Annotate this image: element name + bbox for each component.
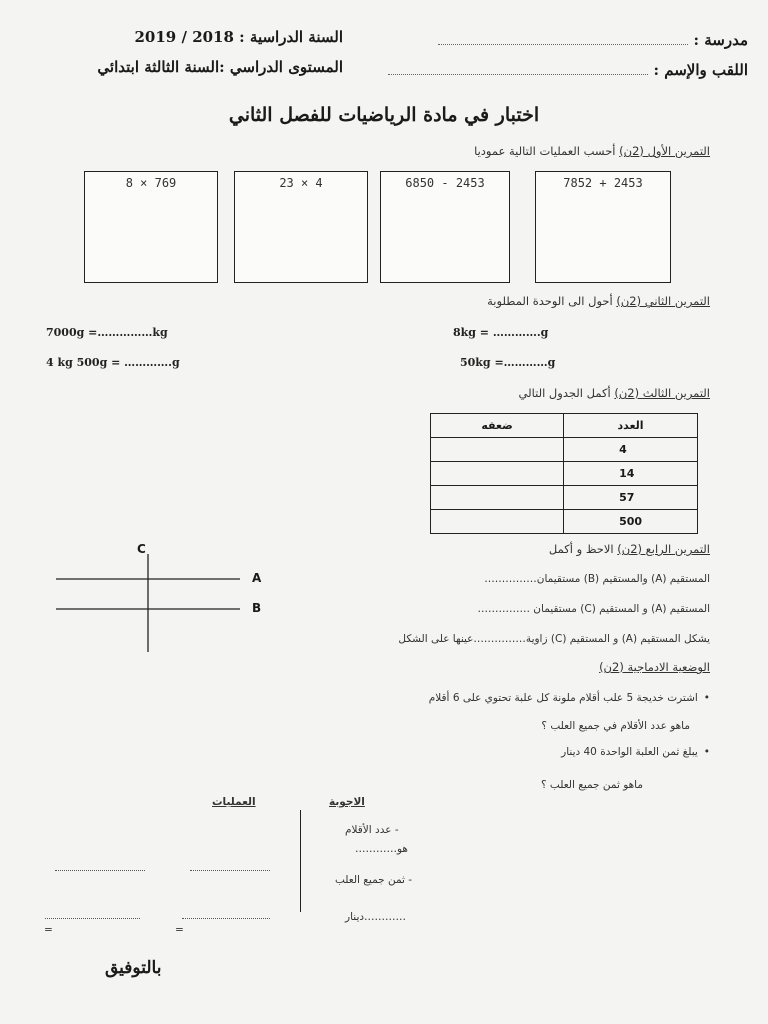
conversion-1[interactable]: 7000g =……………kg xyxy=(46,326,168,339)
operation-line-4[interactable] xyxy=(182,918,270,919)
ex3-title: التمرين الثالث (2ن) xyxy=(614,386,710,400)
ex3-heading xyxy=(519,386,710,400)
double-cell-1[interactable] xyxy=(431,438,564,462)
ex4-instruction: الاحظ و أكمل xyxy=(548,542,614,556)
operation-1: 8 × 769 xyxy=(125,176,177,190)
equals-sign-2: = xyxy=(175,924,184,936)
ex4-title: التمرين الرابع (2ن) xyxy=(617,542,710,556)
name-blank[interactable] xyxy=(388,74,648,75)
doubles-table xyxy=(430,413,698,534)
problem-statement-1: • اشترت خديجة 5 علب أقلام ملونة كل علبة تحتوي على 6 أقلام xyxy=(429,692,710,704)
problem-question-2: ماهو ثمن جميع العلب ؟ xyxy=(541,779,643,791)
conversion-2[interactable]: 8kg = ………….g xyxy=(453,326,549,339)
double-cell-4[interactable] xyxy=(431,510,564,534)
exam-title: اختبار في مادة الرياضيات للفصل الثاني xyxy=(228,104,540,126)
ex4-line-1[interactable]: المستقيم (A) والمستقيم (B) مستقيمان…………… xyxy=(484,573,710,585)
operation-line-2[interactable] xyxy=(190,870,270,871)
operation-box-4[interactable] xyxy=(535,171,671,283)
operation-line-3[interactable] xyxy=(45,918,140,919)
problem-statement-2: • يبلغ ثمن العلبة الواحدة 40 دينار xyxy=(561,746,710,758)
table-row xyxy=(431,438,698,462)
table-header-row xyxy=(431,414,698,438)
school-field[interactable] xyxy=(438,30,748,49)
conversion-3[interactable]: 4 kg 500g = ………….g xyxy=(46,356,180,369)
column-divider xyxy=(300,810,301,912)
double-cell-3[interactable] xyxy=(431,486,564,510)
label-c: C xyxy=(137,542,146,556)
school-label: مدرسة : xyxy=(693,31,748,49)
ex1-title: التمرين الأول (2ن) xyxy=(619,144,710,158)
name-field[interactable] xyxy=(388,60,748,79)
operation-line-1[interactable] xyxy=(55,870,145,871)
double-cell-2[interactable] xyxy=(431,462,564,486)
good-luck-signoff: بالتوفيق xyxy=(105,958,162,978)
operation-box-1[interactable] xyxy=(84,171,218,283)
ex2-heading xyxy=(487,294,710,308)
lines-figure xyxy=(40,540,280,655)
ex2-instruction: أحول الى الوحدة المطلوبة xyxy=(487,294,613,308)
operation-box-2[interactable] xyxy=(234,171,368,283)
number-cell-1: 4 xyxy=(564,438,698,462)
label-a: A xyxy=(252,571,262,585)
answer-2-label: - ثمن جميع العلب xyxy=(335,874,413,886)
ex2-title: التمرين الثاني (2ن) xyxy=(616,294,710,308)
ex1-heading xyxy=(474,144,710,158)
ex4-heading xyxy=(549,542,710,556)
number-cell-3: 57 xyxy=(564,486,698,510)
operations-header: العمليات xyxy=(212,796,256,808)
answers-header: الاجوبة xyxy=(329,796,365,808)
problem-question-1: ماهو عدد الأقلام في جميع العلب ؟ xyxy=(541,720,690,732)
ex3-instruction: أكمل الجدول التالي xyxy=(518,386,611,400)
operation-box-3[interactable] xyxy=(380,171,510,283)
operation-3: 6850 - 2453 xyxy=(405,176,485,190)
table-row xyxy=(431,486,698,510)
table-row xyxy=(431,510,698,534)
conversion-4[interactable]: 50kg =…………g xyxy=(460,356,556,369)
operation-2: 23 × 4 xyxy=(279,176,323,190)
ex4-line-3[interactable]: يشكل المستقيم (A) و المستقيم (C) زاوية……………عينها على الشكل xyxy=(398,633,710,645)
header-number: العدد xyxy=(564,414,698,438)
equals-sign-1: = xyxy=(44,924,53,936)
study-level-label: المستوى الدراسي :السنة الثالثة ابتدائي xyxy=(97,58,343,76)
answer-1-label: - عدد الأقلام xyxy=(345,824,399,836)
answer-2-blank[interactable]: …………دينار xyxy=(345,911,407,923)
number-cell-4: 500 xyxy=(564,510,698,534)
table-row xyxy=(431,462,698,486)
problem-title: الوضعية الادماجية (2ن) xyxy=(599,660,710,674)
school-blank[interactable] xyxy=(438,44,688,45)
operation-4: 7852 + 2453 xyxy=(563,176,643,190)
answer-1-blank[interactable]: هو………… xyxy=(355,843,408,855)
number-cell-2: 14 xyxy=(564,462,698,486)
ex4-line-2[interactable]: المستقيم (A) و المستقيم (C) مستقيمان …………… xyxy=(477,603,710,615)
ex1-instruction: أحسب العمليات التالية عموديا xyxy=(474,144,616,158)
header-double: ضعفه xyxy=(431,414,564,438)
name-label: اللقب والإسم : xyxy=(653,61,748,79)
school-year-label: السنة الدراسية : 2018 / 2019 xyxy=(134,28,343,46)
label-b: B xyxy=(252,601,262,615)
